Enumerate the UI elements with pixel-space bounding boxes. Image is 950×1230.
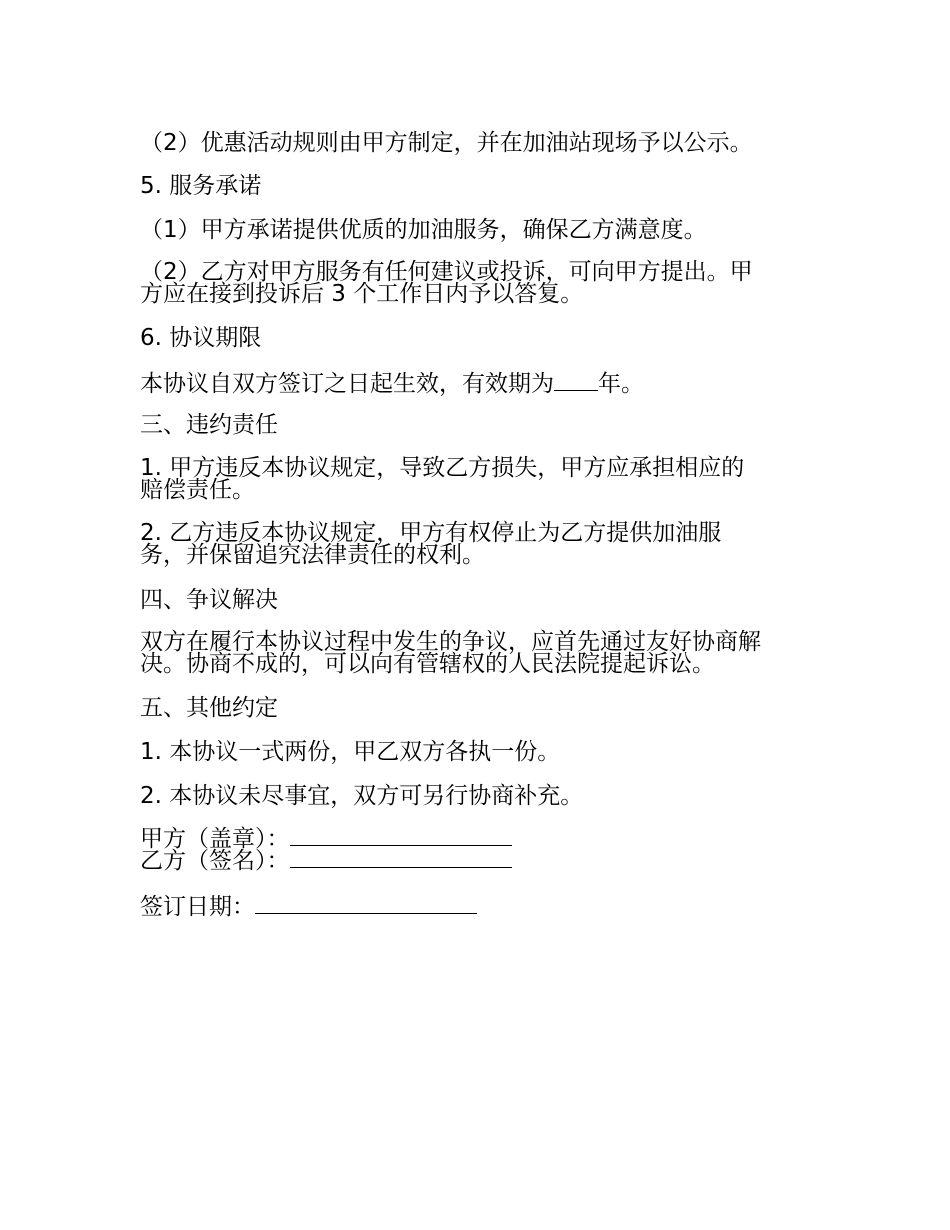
term-clause <box>140 370 644 396</box>
term-clause-suffix: 年。 <box>598 371 644 397</box>
term-years-blank <box>554 370 598 391</box>
section-3-heading: 三、违约责任 <box>140 412 278 438</box>
clause-4-2: （2）优惠活动规则由甲方制定，并在加油站现场予以公示。 <box>140 130 753 156</box>
section-4-heading: 四、争议解决 <box>140 587 278 613</box>
breach-2-line2: 务，并保留追究法律责任的权利。 <box>140 542 485 568</box>
clause-5-1: （1）甲方承诺提供优质的加油服务，确保乙方满意度。 <box>140 217 707 243</box>
section-5-other-heading: 五、其他约定 <box>140 695 278 721</box>
party-b-signature-line <box>140 849 512 872</box>
dispute-line2: 决。协商不成的，可以向有管辖权的人民法院提起诉讼。 <box>140 651 715 677</box>
breach-2-line1: 2. 乙方违反本协议规定，甲方有权停止为乙方提供加油服 <box>140 520 722 546</box>
breach-1-line1: 1. 甲方违反本协议规定，导致乙方损失，甲方应承担相应的 <box>140 455 745 481</box>
other-2: 2. 本协议未尽事宜，双方可另行协商补充。 <box>140 783 584 809</box>
party-a-blank <box>290 827 512 846</box>
clause-5-2-line2: 方应在接到投诉后 3 个工作日内予以答复。 <box>140 281 584 307</box>
section-6-heading: 6. 协议期限 <box>140 325 262 351</box>
other-1: 1. 本协议一式两份，甲乙双方各执一份。 <box>140 739 561 765</box>
section-5-heading: 5. 服务承诺 <box>140 173 262 199</box>
party-a-label: 甲方（盖章）： <box>140 826 290 852</box>
term-clause-text: 本协议自双方签订之日起生效，有效期为 <box>140 371 554 397</box>
sign-date-label: 签订日期： <box>140 894 255 920</box>
clause-5-2-line1: （2）乙方对甲方服务有任何建议或投诉，可向甲方提出。甲 <box>140 259 753 285</box>
sign-date-blank <box>255 893 477 914</box>
breach-1-line2: 赔偿责任。 <box>140 477 255 503</box>
party-b-blank <box>290 849 512 868</box>
sign-date-line <box>140 893 477 919</box>
dispute-line1: 双方在履行本协议过程中发生的争议，应首先通过友好协商解 <box>140 629 761 655</box>
party-a-signature-line <box>140 827 512 850</box>
party-b-label: 乙方（签名）： <box>140 848 290 874</box>
